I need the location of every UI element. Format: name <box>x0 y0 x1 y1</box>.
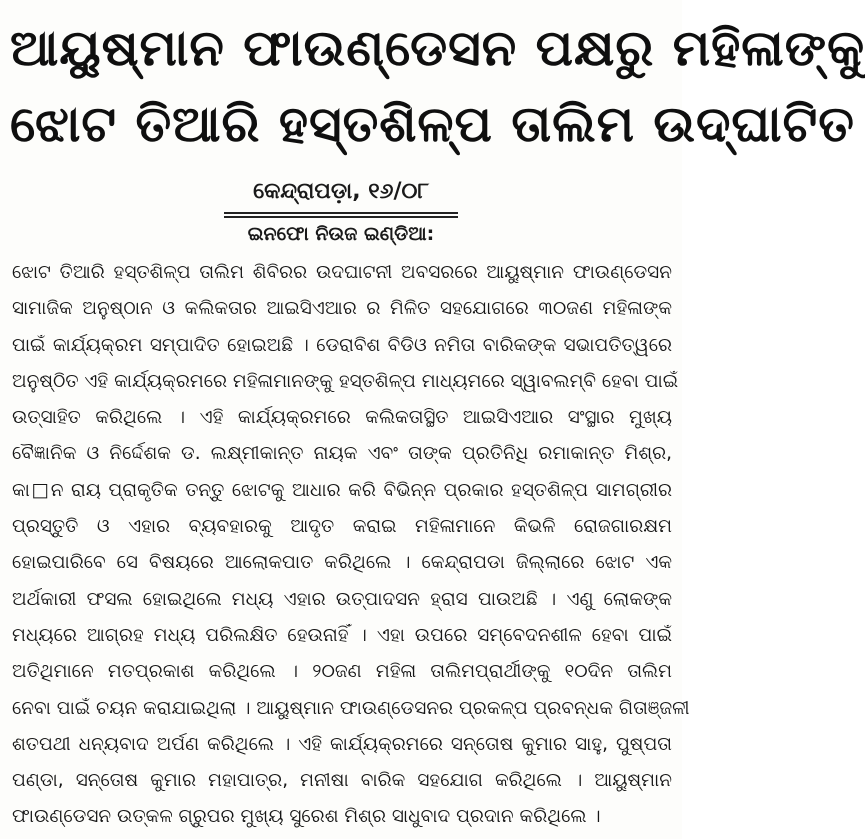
body-line: ଝୋଟ ତିଆରି ହସ୍ତଶିଳ୍ପ ତାଲିମ ଶିବିରର ଉଦଘାଟନୀ ଅବସରରେ ଆୟୁଷ୍ମାନ ଫାଉଣ୍ଡେସନ <box>12 262 672 283</box>
body-line: ସାମାଜିକ ଅନୁଷ୍ଠାନ ଓ କଲିକତାର ଆଇସିଏଆର ର ମିଳିତ ସହଯୋଗରେ ୩୦ଜଣ ମହିଳାଙ୍କ <box>12 298 672 320</box>
body-line: କା□ନ ରାୟ ପ୍ରାକୃତିକ ତନ୍ତୁ ଝୋଟକୁ ଆଧାର କରି ବିଭିନ୍ନ ପ୍ରକାର ହସ୍ତଶିଳ୍ପ ସାମଗ୍ରୀର <box>12 479 672 501</box>
body-line: ହୋଇପାରିବେ ସେ ବିଷୟରେ ଆଲୋକପାତ କରିଥିଲେ । କେନ୍ଦ୍ରାପଡା ଜିଲ୍ଲାରେ ଝୋଟ ଏକ <box>12 552 672 574</box>
body-line: ମଧ୍ୟରେ ଆଗ୍ରହ ମଧ୍ୟ ପରିଲକ୍ଷିତ ହେଉନାହିଁ । ଏହା ଉପରେ ସମ୍ବେଦନଶୀଳ ହେବା ପାଇଁ <box>12 624 672 646</box>
body-line: ଅତିଥିମାନେ ମତପ୍ରକାଶ କରିଥିଲେ । ୨୦ଜଣ ମହିଳା ତାଲିମପ୍ରାର୍ଥୀଙ୍କୁ ୧୦ଦିନ ତାଲିମ <box>12 661 672 683</box>
dateline-rule-top <box>224 212 458 214</box>
body-line: ଅର୍ଥକାରୀ ଫସଲ ହୋଇଥିଲେ ମଧ୍ୟ ଏହାର ଉତ୍ପାଦସନ ହ୍ରାସ ପାଉଅଛି । ଏଣୁ ଲୋକଙ୍କ <box>12 588 672 610</box>
body-line: ବୈଜ୍ଞାନିକ ଓ ନିର୍ଦ୍ଦେଶକ ଡ. ଲକ୍ଷ୍ମୀକାନ୍ତ ନାୟକ ଏବଂ ତାଙ୍କ ପ୍ରତିନିଧି ରମାକାନ୍ତ ମିଶ୍ର, <box>12 443 672 465</box>
body-line: ପ୍ରସ୍ତୁତି ଓ ଏହାର ବ୍ୟବହାରକୁ ଆଦୃତ କରାଇ ମହିଳାମାନେ କିଭଳି ରୋଜଗାରକ୍ଷମ <box>12 516 672 538</box>
body-line: ନେବା ପାଇଁ ଚୟନ କରାଯାଇଥିଲା । ଆୟୁଷ୍ମାନ ଫାଉଣ୍ଡେସନର ପ୍ରକଳ୍ପ ପ୍ରବନ୍ଧକ ଗିତାଞ୍ଜଳୀ <box>12 697 690 719</box>
headline <box>10 10 865 162</box>
headline-line-2: ଝୋଟ ତିଆରି ହସ୍ତଶିଳ୍ପ ତାଲିମ ଉଦ୍‌ଘାଟିତ <box>10 95 855 153</box>
body-line: ପାଇଁ କାର୍ଯ୍ୟକ୍ରମ ସମ୍ପାଦିତ ହୋଇଅଛି । ଡେରାବିଶ ବିଡିଓ ନମିତା ବାରିକଙ୍କ ସଭାପତିତ୍ୱରେ <box>12 334 672 356</box>
headline-line-1: ଆୟୁଷ୍ମାନ ଫାଉଣ୍ଡେସନ ପକ୍ଷରୁ ମହିଳାଙ୍କୁ <box>10 19 865 77</box>
dateline-text: କେନ୍ଦ୍ରାପଡ଼ା, ୧୬/୦୮ <box>253 179 429 204</box>
article-body <box>12 255 690 836</box>
byline: ଇନଫୋ ନିଉଜ ଇଣ୍ଡିଆ: <box>247 223 435 245</box>
body-line: ଉତ୍ସାହିତ କରିଥିଲେ । ଏହି କାର୍ଯ୍ୟକ୍ରମରେ କଲିକତାସ୍ଥିତ ଆଇସିଏଆର ସଂସ୍ଥାର ମୁଖ୍ୟ <box>12 407 672 429</box>
body-line: ଅନୁଷ୍ଠିତ ଏହି କାର୍ଯ୍ୟକ୍ରମରେ ମହିଳାମାନଙ୍କୁ ହସ୍ତଶିଳ୍ପ ମାଧ୍ୟମରେ ସ୍ୱାବଲମ୍ବି ହେବା ପାଇଁ <box>12 370 679 392</box>
dateline <box>0 176 682 210</box>
body-line: ପଣ୍ଡା, ସନ୍ତୋଷ କୁମାର ମହାପାତ୍ର, ମନୀଷା ବାରିକ ସହଯୋଗ କରିଥିଲେ । ଆୟୁଷ୍ମାନ <box>12 770 672 792</box>
body-line: ଫାଉଣ୍ଡେସନ ଉତ୍କଳ ଗ୍ରୁପର ମୁଖ୍ୟ ସୁରେଶ ମିଶ୍ର ସାଧୁବାଦ ପ୍ରଦାନ କରିଥିଲେ । <box>12 806 601 828</box>
body-line: ଶତପଥୀ ଧନ୍ୟବାଦ ଅର୍ପଣ କରିଥିଲେ । ଏହି କାର୍ଯ୍ୟକ୍ରମରେ ସନ୍ତୋଷ କୁମାର ସାହୁ, ପୁଷ୍ପତା <box>12 733 672 755</box>
dateline-rule-bottom <box>224 216 458 218</box>
